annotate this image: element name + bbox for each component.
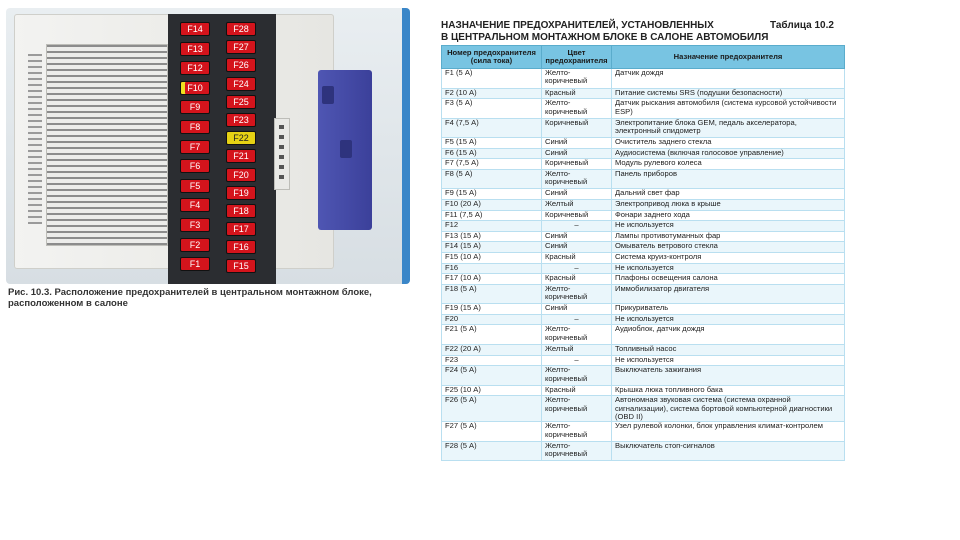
photo-edge-accent [402,8,410,284]
fuse-purpose-cell: Не используется [612,221,845,232]
table-row [442,274,845,285]
table-row [442,231,845,242]
fuse-color-cell: Красный [542,385,612,396]
fuse-panel [168,14,276,284]
fuse-number-cell: F23 [442,355,542,366]
fuse-f27: F27 [226,40,256,54]
fuse-color-cell: Желто-коричневый [542,422,612,442]
fuse-color-cell: Синий [542,138,612,149]
fuse-number-cell: F3 (5 А) [442,99,542,119]
fuse-purpose-cell: Иммобилизатор двигателя [612,284,845,304]
fuse-purpose-cell: Питание системы SRS (подушки безопасности) [612,88,845,99]
table-row [442,221,845,232]
table-row [442,441,845,461]
fuse-f13: F13 [180,42,210,56]
table-row [442,69,845,89]
table-row [442,344,845,355]
fuse-block-photo [6,8,410,284]
fuse-purpose-cell: Омыватель ветрового стекла [612,242,845,253]
table-row [442,366,845,386]
fuse-color-cell: Красный [542,274,612,285]
fuse-color-cell: – [542,355,612,366]
table-row [442,385,845,396]
fuse-color-cell: Желтый [542,199,612,210]
fuse-color-cell: Красный [542,88,612,99]
fuse-number-cell: F6 (15 А) [442,148,542,159]
table-row [442,396,845,422]
fuse-number-cell: F25 (10 А) [442,385,542,396]
fuse-color-cell: Желто-коричневый [542,396,612,422]
fuse-f20: F20 [226,168,256,182]
table-row [442,148,845,159]
fuse-f2: F2 [180,238,210,252]
table-number: Таблица 10.2 [770,20,834,31]
table-row [442,304,845,315]
fuse-purpose-cell: Датчик дождя [612,69,845,89]
fuse-number-cell: F18 (5 А) [442,284,542,304]
fuse-purpose-cell: Не используется [612,263,845,274]
fuse-purpose-cell: Выключатель зажигания [612,366,845,386]
fuse-color-cell: Синий [542,304,612,315]
fuse-number-cell: F11 (7,5 А) [442,210,542,221]
fuse-table [441,45,845,461]
fuse-number-cell: F7 (7,5 А) [442,159,542,170]
fuse-purpose-cell: Модуль рулевого колеса [612,159,845,170]
fuse-number-cell: F14 (15 А) [442,242,542,253]
fuse-number-cell: F19 (15 А) [442,304,542,315]
fuse-number-cell: F21 (5 А) [442,325,542,345]
fuse-number-cell: F1 (5 А) [442,69,542,89]
fuse-number-cell: F20 [442,314,542,325]
fuse-f6: F6 [180,159,210,173]
table-row [442,210,845,221]
table-row [442,355,845,366]
fuse-f4: F4 [180,198,210,212]
fuse-number-cell: F17 (10 А) [442,274,542,285]
fuse-color-cell: Синий [542,148,612,159]
fuse-color-cell: Желто-коричневый [542,69,612,89]
header-fuse-color: Цвет предохранителя [542,46,612,69]
fuse-purpose-cell: Дальний свет фар [612,189,845,200]
fuse-f10: F10 [180,81,210,95]
fuse-purpose-cell: Прикуриватель [612,304,845,315]
fuse-number-cell: F22 (20 А) [442,344,542,355]
fuse-purpose-cell: Не используется [612,314,845,325]
table-row [442,242,845,253]
table-row [442,252,845,263]
fuse-color-cell: Коричневый [542,159,612,170]
fuse-f21: F21 [226,149,256,163]
fuse-number-cell: F2 (10 А) [442,88,542,99]
table-row [442,199,845,210]
fuse-f14: F14 [180,22,210,36]
fuse-f5: F5 [180,179,210,193]
fuse-number-cell: F15 (10 А) [442,252,542,263]
table-row [442,325,845,345]
fuse-number-cell: F26 (5 А) [442,396,542,422]
fuse-f22: F22 [226,131,256,145]
fuse-f28: F28 [226,22,256,36]
fuse-number-cell: F4 (7,5 А) [442,118,542,138]
table-row [442,159,845,170]
fuse-color-cell: Синий [542,231,612,242]
fuse-purpose-cell: Топливный насос [612,344,845,355]
fuse-number-cell: F16 [442,263,542,274]
header-fuse-number: Номер предохранителя (сила тока) [442,46,542,69]
fuse-purpose-cell: Панель приборов [612,169,845,189]
fuse-f8: F8 [180,120,210,134]
fuse-number-cell: F9 (15 А) [442,189,542,200]
fuse-purpose-cell: Выключатель стоп-сигналов [612,441,845,461]
vent-grille-left [28,54,42,224]
fuse-purpose-cell: Электропитание блока GEM, педаль акселератора, электронный спидометр [612,118,845,138]
table-row [442,284,845,304]
fuse-f18: F18 [226,204,256,218]
table-title-line1: НАЗНАЧЕНИЕ ПРЕДОХРАНИТЕЛЕЙ, УСТАНОВЛЕННЫХ [441,20,714,31]
figure-caption: Рис. 10.3. Расположение предохранителей в центральном монтажном блоке, расположенном в салоне [8,287,372,309]
fuse-purpose-cell: Электропривод люка в крыше [612,199,845,210]
fuse-purpose-cell: Датчик рыскания автомобиля (система курсовой устойчивости ESP) [612,99,845,119]
fuse-f12: F12 [180,61,210,75]
table-row [442,88,845,99]
table-row [442,263,845,274]
fuse-f15: F15 [226,259,256,273]
fuse-purpose-cell: Не используется [612,355,845,366]
fuse-purpose-cell: Лампы противотуманных фар [612,231,845,242]
fuse-purpose-cell: Очиститель заднего стекла [612,138,845,149]
fuse-f25: F25 [226,95,256,109]
fuse-color-cell: Желто-коричневый [542,325,612,345]
table-row [442,118,845,138]
fuse-number-cell: F24 (5 А) [442,366,542,386]
fuse-color-cell: Желтый [542,344,612,355]
fuse-color-cell: Желто-коричневый [542,441,612,461]
fuse-number-cell: F27 (5 А) [442,422,542,442]
fuse-purpose-cell: Аудиосистема (включая голосовое управление) [612,148,845,159]
table-row [442,138,845,149]
fuse-color-cell: Желто-коричневый [542,99,612,119]
table-row [442,314,845,325]
fuse-color-cell: Коричневый [542,210,612,221]
fuse-number-cell: F12 [442,221,542,232]
fuse-purpose-cell: Плафоны освещения салона [612,274,845,285]
fuse-purpose-cell: Фонари заднего хода [612,210,845,221]
table-title-line2: В ЦЕНТРАЛЬНОМ МОНТАЖНОМ БЛОКЕ В САЛОНЕ АВТОМОБИЛЯ [441,32,769,43]
fuse-color-cell: Желто-коричневый [542,366,612,386]
fuse-f24: F24 [226,77,256,91]
fuse-f3: F3 [180,218,210,232]
fuse-color-cell: Желто-коричневый [542,169,612,189]
diagnostic-connector [274,118,290,190]
fuse-number-cell: F13 (15 А) [442,231,542,242]
fuse-purpose-cell: Аудиоблок, датчик дождя [612,325,845,345]
fuse-color-cell: – [542,314,612,325]
fuse-table-body [442,69,845,461]
fuse-number-cell: F28 (5 А) [442,441,542,461]
fuse-color-cell: – [542,263,612,274]
fuse-purpose-cell: Автономная звуковая система (система охранной сигнализации), система бортовой компьютерной диагностики (OBD II) [612,396,845,422]
table-title [441,20,769,44]
table-row [442,422,845,442]
fuse-number-cell: F10 (20 А) [442,199,542,210]
fuse-f26: F26 [226,58,256,72]
fuse-number-cell: F5 (15 А) [442,138,542,149]
fuse-color-cell: Синий [542,189,612,200]
fuse-color-cell: – [542,221,612,232]
fuse-color-cell: Синий [542,242,612,253]
fuse-purpose-cell: Крышка люка топливного бака [612,385,845,396]
fuse-f1: F1 [180,257,210,271]
fuse-color-cell: Красный [542,252,612,263]
fuse-number-cell: F8 (5 А) [442,169,542,189]
fuse-f17: F17 [226,222,256,236]
fuse-f19: F19 [226,186,256,200]
blue-connector [318,70,372,230]
header-fuse-purpose: Назначение предохранителя [612,46,845,69]
table-row [442,99,845,119]
fuse-purpose-cell: Система круиз-контроля [612,252,845,263]
fuse-f23: F23 [226,113,256,127]
fuse-color-cell: Коричневый [542,118,612,138]
fuse-color-cell: Желто-коричневый [542,284,612,304]
fuse-f7: F7 [180,140,210,154]
fuse-f9: F9 [180,100,210,114]
fuse-f16: F16 [226,240,256,254]
table-row [442,189,845,200]
table-row [442,169,845,189]
vent-grille [46,44,168,246]
fuse-purpose-cell: Узел рулевой колонки, блок управления климат-контролем [612,422,845,442]
